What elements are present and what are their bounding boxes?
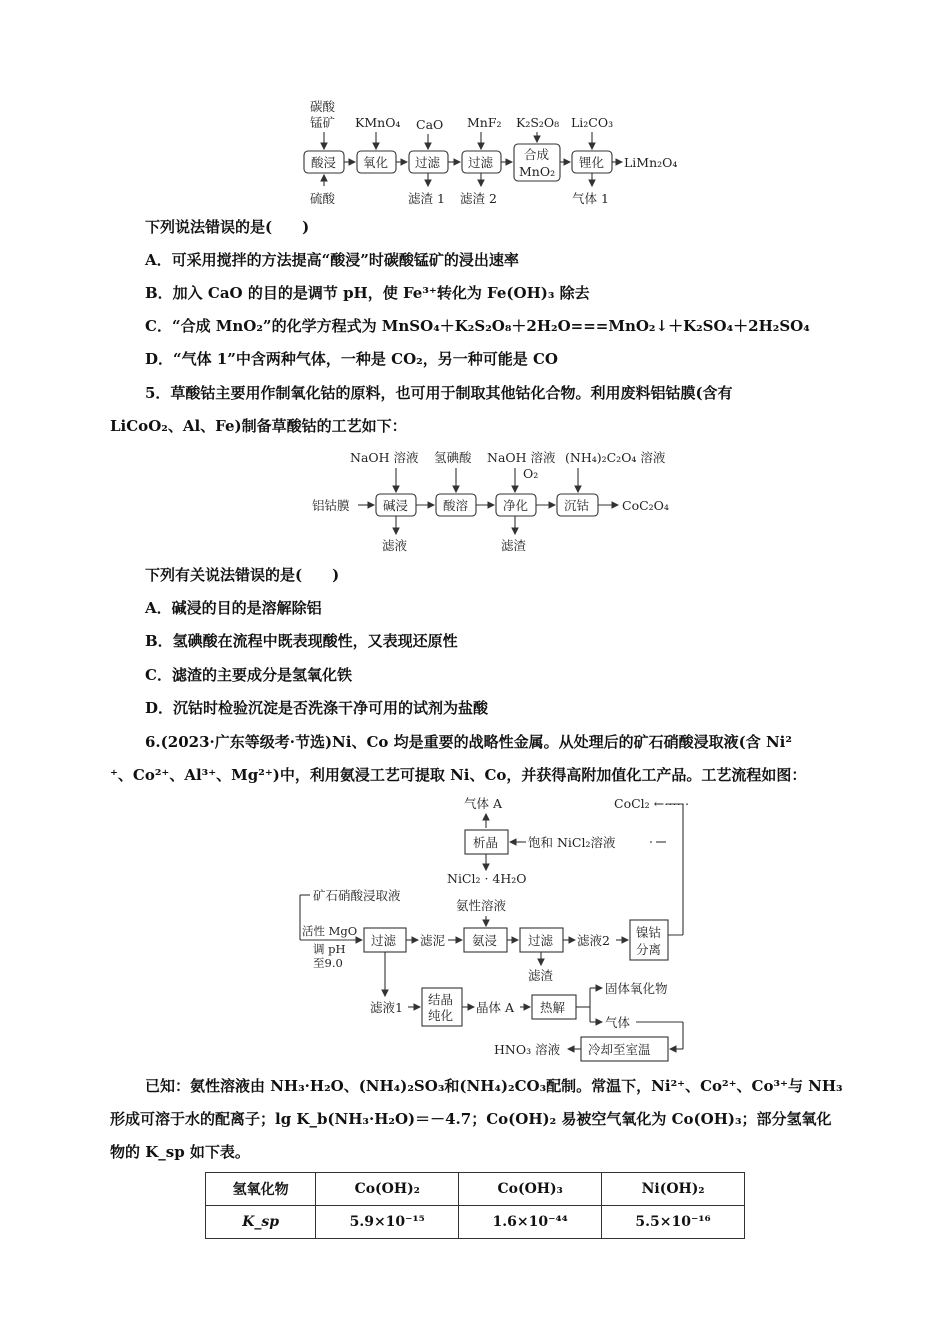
q5-intro-1: 5．草酸钴主要用作制氧化钴的原料，也可用于制取其他钴化合物。利用废料铝钴膜(含有 — [145, 384, 733, 402]
label-gas-1: 气体 1 — [572, 191, 609, 206]
label-mnf2: MnF₂ — [467, 115, 502, 130]
q4-option-c: C．“合成 MnO₂”的化学方程式为 MnSO₄＋K₂S₂O₈＋2H₂O===MnO₂↓＋K₂SO₄＋2H₂SO₄ — [145, 317, 810, 335]
label-gas: 气体 — [605, 1015, 631, 1030]
q4-option-b: B．加入 CaO 的目的是调节 pH，使 Fe³⁺转化为 Fe(OH)₃ 除去 — [145, 284, 590, 302]
q6-known-3: 物的 K_sp 如下表。 — [110, 1143, 250, 1161]
label-hno3-solution: HNO₃ 溶液 — [494, 1042, 561, 1057]
label-filtrate-1: 滤液1 — [370, 1000, 403, 1015]
label-adjust-ph: 调 pH — [313, 942, 346, 956]
label-li2co3: Li₂CO₃ — [571, 115, 614, 130]
label-cocl2: CoCl₂ ←⋯⋯ — [614, 796, 690, 811]
step-filter-a: 过滤 — [371, 933, 397, 948]
q5-option-b: B．氢碘酸在流程中既表现酸性，又表现还原性 — [145, 632, 458, 650]
label-ore-leachate: 矿石硝酸浸取液 — [313, 888, 401, 903]
step-precipitate-co: 沉钴 — [564, 498, 590, 513]
step-purify: 净化 — [503, 498, 529, 513]
q6-intro-1: 6.(2023·广东等级考·节选)Ni、Co 均是重要的战略性金属。从处理后的矿石硝酸浸取液(含 Ni² — [145, 733, 792, 751]
step-filter-b: 过滤 — [528, 933, 554, 948]
header-co-oh-2: Co(OH)₂ — [316, 1173, 459, 1206]
label-carbonate-2: 锰矿 — [310, 115, 336, 130]
label-saturated-nicl2: 饱和 NiCl₂溶液 — [528, 835, 616, 850]
step-ammonia-leach: 氨浸 — [472, 933, 498, 948]
step-cool-to-room-temp: 冷却至室温 — [588, 1042, 651, 1057]
step-acid-dissolve: 酸溶 — [443, 498, 469, 513]
product-limn2o4: LiMn₂O₄ — [624, 155, 678, 170]
label-residue: 滤渣 — [528, 968, 554, 983]
label-sulfuric-acid: 硫酸 — [310, 191, 336, 206]
label-gas-a: 气体 A — [464, 796, 503, 811]
label-kmno4: KMnO₄ — [355, 115, 401, 130]
value-co-oh-3: 1.6×10⁻⁴⁴ — [459, 1206, 602, 1239]
q5-option-c: C．滤渣的主要成分是氢氧化铁 — [145, 666, 352, 684]
label-carbonate-1: 碳酸 — [310, 99, 336, 114]
q5-intro-2: LiCoO₂、Al、Fe)制备草酸钴的工艺如下： — [110, 417, 407, 435]
value-ni-oh-2: 5.5×10⁻¹⁶ — [602, 1206, 745, 1239]
step-oxidize: 氧化 — [363, 155, 389, 170]
step-alkali-leach: 碱浸 — [383, 498, 409, 513]
header-hydroxide: 氢氧化物 — [206, 1173, 316, 1206]
q6-known-1: 已知：氨性溶液由 NH₃·H₂O、(NH₄)₂SO₃和(NH₄)₂CO₃配制。常温下，Ni²⁺、Co²⁺、Co³⁺与 NH₃ — [145, 1077, 843, 1095]
step-ni-co-sep-2: 分离 — [636, 942, 662, 957]
label-naoh-2: NaOH 溶液 — [487, 450, 556, 465]
label-start-al-co-film: 铝钴膜 — [312, 498, 350, 513]
table-row — [206, 1173, 745, 1206]
step-crystallize-purify-2: 纯化 — [428, 1008, 454, 1023]
label-residue-1: 滤渣 1 — [408, 191, 445, 206]
label-cao: CaO — [416, 117, 444, 132]
step-acid-leach: 酸浸 — [311, 155, 337, 170]
label-oxalate: (NH₄)₂C₂O₄ 溶液 — [565, 450, 666, 465]
step-ni-co-sep-1: 镍钴 — [636, 925, 662, 940]
q5-option-a: A．碱浸的目的是溶解除铝 — [145, 599, 322, 617]
step-crystallize-purify-1: 结晶 — [428, 992, 454, 1007]
label-sludge: 滤泥 — [420, 933, 446, 948]
label-residue-2: 滤渣 2 — [460, 191, 497, 206]
q5-option-d: D．沉钴时检验沉淀是否洗涤干净可用的试剂为盐酸 — [145, 699, 489, 717]
q6-intro-2: ⁺、Co²⁺、Al³⁺、Mg²⁺)中，利用氨浸工艺可提取 Ni、Co，并获得高附加值化工产品。工艺流程如图： — [110, 766, 807, 784]
step-lithiate: 锂化 — [579, 155, 605, 170]
step-synthesis-2: MnO₂ — [519, 164, 556, 179]
product-nicl2-hydrate: NiCl₂ · 4H₂O — [447, 871, 527, 886]
row-label-ksp: K_sp — [206, 1206, 316, 1239]
q4-option-a: A．可采用搅拌的方法提高“酸浸”时碳酸锰矿的浸出速率 — [145, 251, 519, 269]
label-active-mgo: 活性 MgO — [302, 924, 358, 938]
flow-diagram-2 — [0, 442, 950, 562]
label-hi: 氢碘酸 — [434, 450, 472, 465]
flow-diagram-1 — [0, 0, 950, 215]
label-filtrate-2: 滤液2 — [577, 933, 610, 948]
label-crystal-a: 晶体 A — [476, 1000, 515, 1015]
header-co-oh-3: Co(OH)₃ — [459, 1173, 602, 1206]
step-filter-1: 过滤 — [415, 155, 441, 170]
q4-option-d: D．“气体 1”中含两种气体，一种是 CO₂，另一种可能是 CO — [145, 350, 558, 368]
ksp-table — [205, 1172, 745, 1239]
label-naoh-1: NaOH 溶液 — [350, 450, 419, 465]
q5-stem: 下列有关说法错误的是( ) — [145, 566, 340, 584]
flow-diagram-3 — [0, 790, 950, 1070]
value-co-oh-2: 5.9×10⁻¹⁵ — [316, 1206, 459, 1239]
q4-stem: 下列说法错误的是( ) — [145, 218, 310, 236]
product-coc2o4: CoC₂O₄ — [622, 498, 669, 513]
label-ammonia-solution: 氨性溶液 — [456, 898, 507, 913]
label-ph-9: 至9.0 — [313, 956, 343, 970]
step-synthesis-1: 合成 — [524, 147, 550, 162]
step-crystallize: 析晶 — [473, 835, 499, 850]
step-pyrolysis: 热解 — [540, 1000, 566, 1015]
q6-known-2: 形成可溶于水的配离子；lg K_b(NH₃·H₂O)＝－4.7；Co(OH)₂ 易被空气氧化为 Co(OH)₃；部分氢氧化 — [110, 1110, 832, 1128]
header-ni-oh-2: Ni(OH)₂ — [602, 1173, 745, 1206]
label-filtrate: 滤液 — [382, 538, 408, 553]
table-row — [206, 1206, 745, 1239]
label-k2s2o8: K₂S₂O₈ — [516, 115, 560, 130]
label-filter-residue: 滤渣 — [501, 538, 527, 553]
label-solid-oxide: 固体氧化物 — [605, 981, 668, 996]
label-o2: O₂ — [523, 466, 539, 481]
step-filter-2: 过滤 — [468, 155, 494, 170]
